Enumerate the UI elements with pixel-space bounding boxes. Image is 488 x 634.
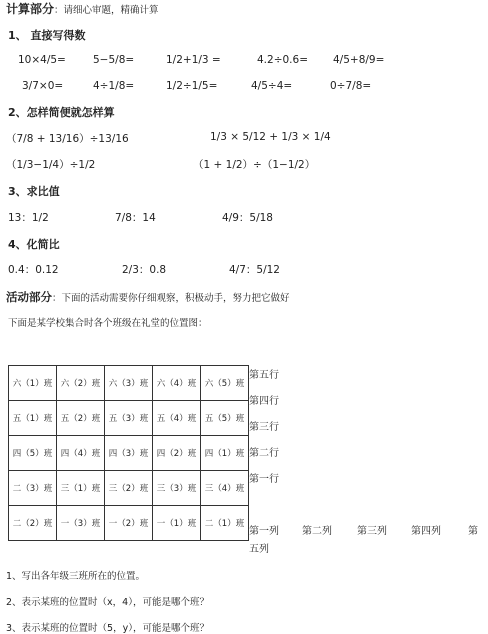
activity-header	[6, 289, 290, 305]
question-3: 3、表示某班的位置时（5，y），可能是哪个班？	[6, 623, 209, 634]
s4-title: 4、化简比	[8, 238, 60, 251]
grid-cell: 三（3）班	[153, 471, 201, 506]
grid-cell: 二（3）班	[9, 471, 57, 506]
grid-cell: 六（1）班	[9, 366, 57, 401]
grid-cell: 五（5）班	[201, 401, 249, 436]
grid-row	[9, 436, 249, 471]
grid-cell: 四（1）班	[201, 436, 249, 471]
col-label-1: 第一列	[249, 526, 279, 537]
grid-cell: 五（3）班	[105, 401, 153, 436]
s1-r1-c4: 4.2÷0.6=	[257, 54, 308, 66]
question-1: 1、写出各年级三班所在的位置。	[6, 571, 146, 582]
s3-item-2: 7/8：14	[115, 212, 156, 224]
calc-subtitle: ：请细心审题，精确计算	[54, 5, 159, 16]
grid-cell: 一（3）班	[57, 506, 105, 541]
question-2: 2、表示某班的位置时（x，4），可能是哪个班？	[6, 597, 209, 608]
s1-r1-c2: 5−5/8=	[93, 54, 135, 66]
s1-title: 1、 直接写得数	[8, 29, 86, 42]
grid-cell: 六（5）班	[201, 366, 249, 401]
grid-cell: 四（2）班	[153, 436, 201, 471]
s3-item-1: 13：1/2	[8, 212, 49, 224]
s1-r2-c3: 1/2÷1/5=	[166, 80, 218, 92]
grid-cell: 五（1）班	[9, 401, 57, 436]
grid-cell: 六（4）班	[153, 366, 201, 401]
grid-row	[9, 471, 249, 506]
s1-r1-c5: 4/5+8/9=	[333, 54, 385, 66]
s4-item-3: 4/7：5/12	[229, 264, 280, 276]
s1-r1-c3: 1/2+1/3 =	[166, 54, 221, 66]
grid-cell: 六（2）班	[57, 366, 105, 401]
grid-cell: 三（4）班	[201, 471, 249, 506]
grid-row	[9, 366, 249, 401]
col-label-3: 第三列	[357, 526, 387, 537]
grid-cell: 四（4）班	[57, 436, 105, 471]
grid-cell: 一（2）班	[105, 506, 153, 541]
activity-subtitle: ：下面的活动需要你仔细观察，积极动手，努力把它做好	[52, 293, 290, 304]
grid-cell: 一（1）班	[153, 506, 201, 541]
row-label-5: 第五行	[249, 370, 279, 381]
row-label-3: 第三行	[249, 422, 279, 433]
activity-title: 活动部分	[6, 290, 52, 304]
s1-r2-c5: 0÷7/8=	[330, 80, 372, 92]
row-label-1: 第一行	[249, 474, 279, 485]
s1-r1-c1: 10×4/5=	[18, 54, 66, 66]
s2-item-1: （7/8 + 13/16）÷13/16	[6, 133, 129, 145]
seat-grid	[8, 365, 249, 541]
row-label-2: 第二行	[249, 448, 279, 459]
grid-row	[9, 506, 249, 541]
grid-cell: 四（3）班	[105, 436, 153, 471]
s1-r2-c1: 3/7×0=	[22, 80, 64, 92]
col-label-5: 第	[468, 526, 478, 537]
grid-cell: 三（1）班	[57, 471, 105, 506]
s2-item-3: （1/3−1/4）÷1/2	[6, 159, 96, 171]
grid-cell: 三（2）班	[105, 471, 153, 506]
s1-r2-c2: 4÷1/8=	[93, 80, 135, 92]
grid-cell: 五（4）班	[153, 401, 201, 436]
grid-cell: 六（3）班	[105, 366, 153, 401]
grid-cell: 四（5）班	[9, 436, 57, 471]
s3-title: 3、求比值	[8, 185, 60, 198]
s1-r2-c4: 4/5÷4=	[251, 80, 293, 92]
s2-item-4: （1 + 1/2）÷（1−1/2）	[193, 159, 316, 171]
s2-item-2: 1/3 × 5/12 + 1/3 × 1/4	[210, 131, 331, 143]
s3-item-3: 4/9：5/18	[222, 212, 273, 224]
activity-intro: 下面是某学校集合时各个班级在礼堂的位置图：	[8, 318, 208, 329]
s4-item-2: 2/3：0.8	[122, 264, 167, 276]
col-label-4: 第四列	[411, 526, 441, 537]
row-label-4: 第四行	[249, 396, 279, 407]
col-label-5-wrap: 五列	[249, 544, 269, 555]
calc-header	[6, 0, 159, 17]
col-label-2: 第二列	[302, 526, 332, 537]
grid-cell: 二（2）班	[9, 506, 57, 541]
s4-item-1: 0.4：0.12	[8, 264, 59, 276]
grid-cell: 五（2）班	[57, 401, 105, 436]
s2-title: 2、怎样简便就怎样算	[8, 106, 115, 119]
grid-row	[9, 401, 249, 436]
grid-cell: 二（1）班	[201, 506, 249, 541]
calc-title: 计算部分	[6, 2, 55, 16]
